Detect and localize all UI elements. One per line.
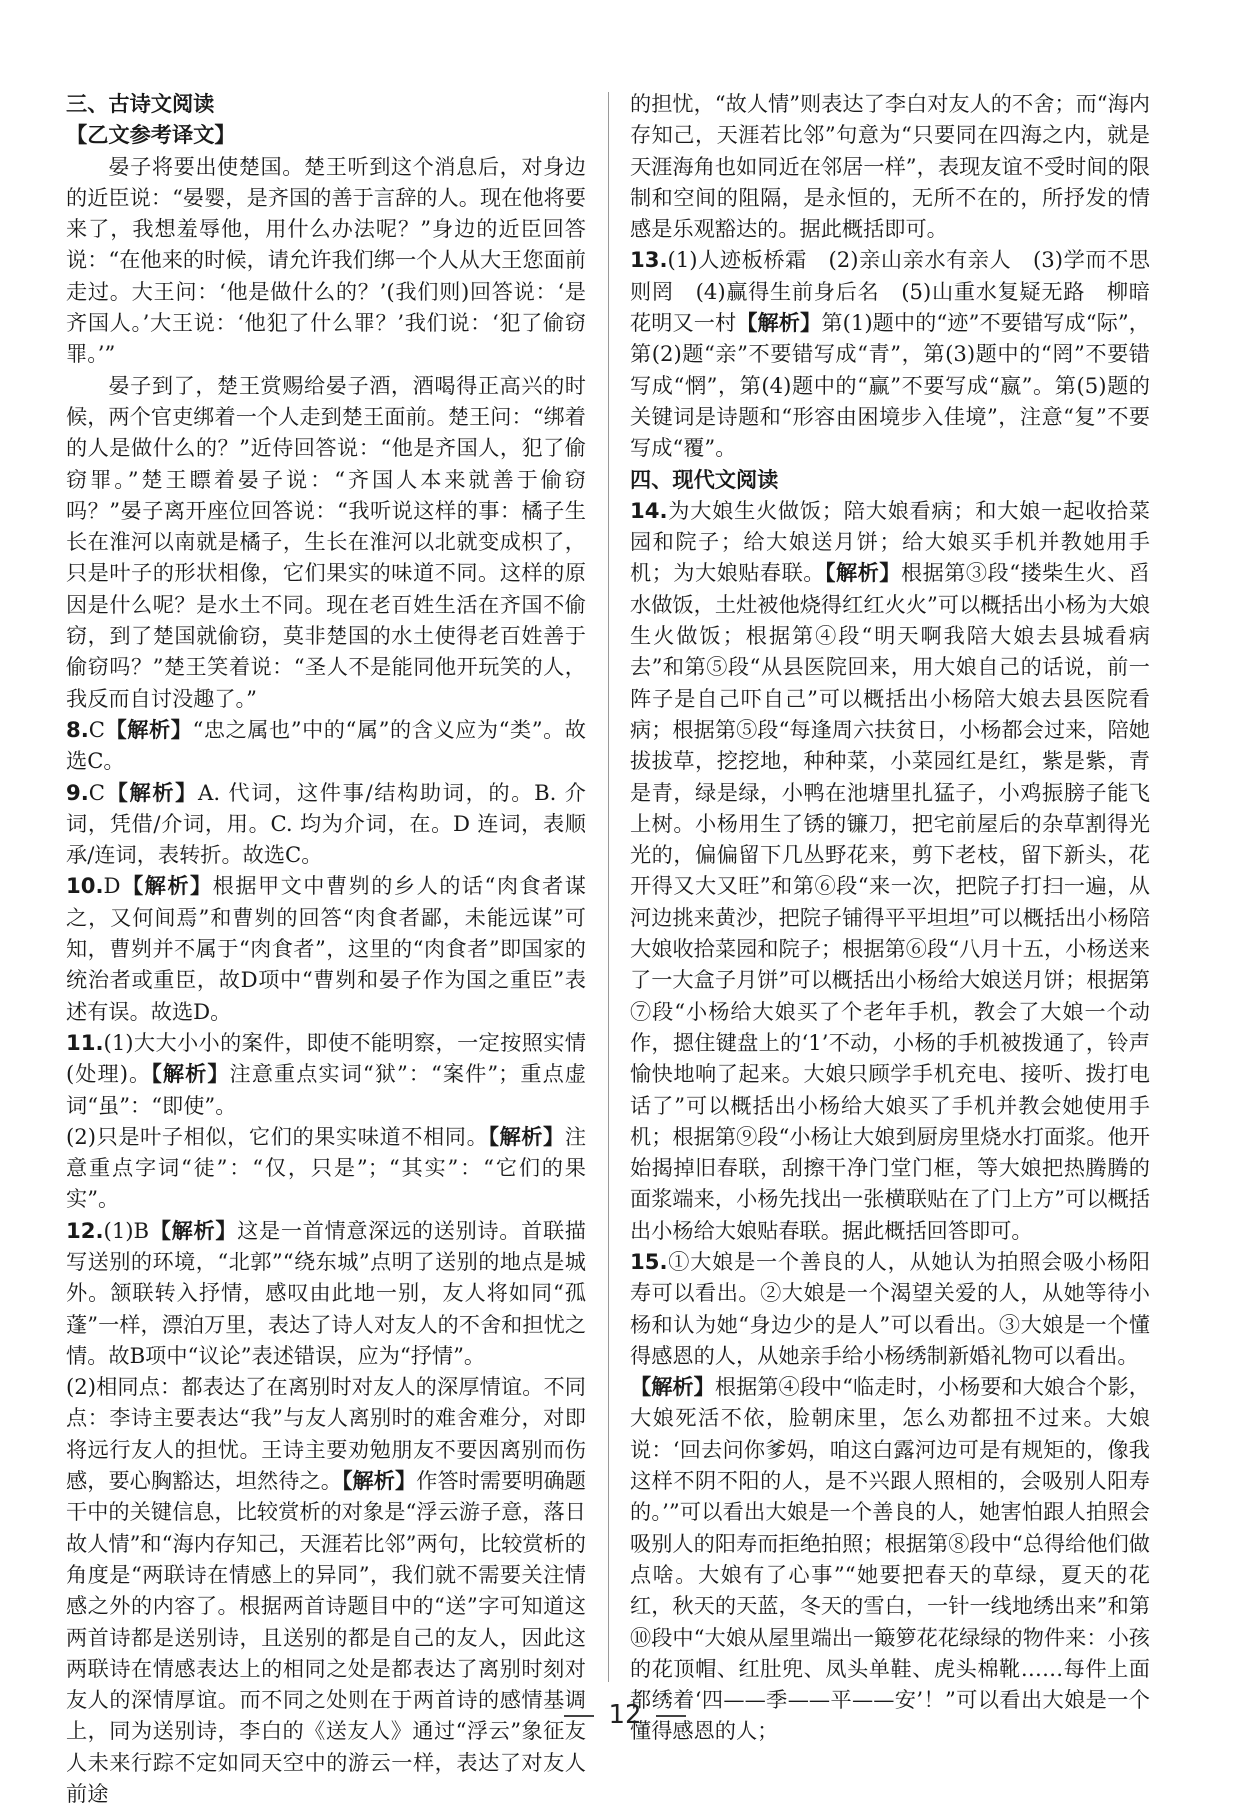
section-heading-classical: 三、古诗文阅读 [66, 91, 215, 116]
q12-analysis-continued: 的担忧，“故人情”则表达了李白对友人的不舍；而“海内存知己，天涯若比邻”句意为“只要同在四海之内，就是天涯海角也如同近在邻居一样”，表现友谊不受时间的限制和空间的阻隔，是永恒的，无所不在的，所抒发的情感是乐观豁达的。据此概括即可。 [630, 91, 1150, 242]
q11-answer-2: (2)只是叶子相似，它们的果实味道不相同。 [66, 1123, 489, 1149]
translation-paragraph-1: 晏子将要出使楚国。楚王听到这个消息后，对身边的近臣说：“晏婴，是齐国的善于言辞的人。现在他将要来了，我想羞辱他，用什么办法呢？”身边的近臣回答说：“在他来的时候，请允许我们绑一个人从大王您面前走过。大王问：‘他是做什么的？’(我们则)回答说：‘是齐国人。’大王说：‘他犯了什么罪？’我们说：‘犯了偷窃罪。’” [66, 153, 586, 367]
answer-q11-part2 [66, 1121, 586, 1215]
q8-analysis: “忠之属也”中的“属”的含义应为“类”。故选C。 [66, 716, 586, 774]
q13-answer: (1)人迹板桥霜 (2)亲山亲水有亲人 (3)学而不思则罔 (4)赢得生前身后名 (5)山重水复疑无路 柳暗花明又一村 [630, 247, 1150, 336]
q12-answer-1: (1)B [103, 1217, 150, 1243]
q10-analysis-tag: 【解析】 [120, 873, 213, 899]
q15-analysis-tag: 【解析】 [630, 1374, 715, 1400]
q15-number: 15. [630, 1248, 668, 1274]
right-column [630, 88, 1150, 1747]
q12-analysis-1: 这是一首情意深远的送别诗。首联描写送别的环境，“北郭”“绕东城”点明了送别的地点是城外。颔联转入抒情，感叹由此地一别，友人将如同“孤蓬”一样，漂泊万里，表达了诗人对友人的不舍和担忧之情。故B项中“议论”表述错误，应为“抒情”。 [66, 1217, 586, 1368]
q14-analysis-tag: 【解析】 [824, 560, 901, 586]
answer-q9 [66, 777, 586, 871]
q9-answer: C [88, 779, 106, 805]
column-divider [608, 92, 609, 1682]
q12-number: 12. [66, 1217, 104, 1243]
q10-answer: D [103, 873, 121, 899]
page-number: 12 [608, 1700, 642, 1730]
q8-answer: C [88, 716, 106, 742]
q14-analysis: 根据第③段“搂柴生火、舀水做饭，土灶被他烧得红红火火”可以概括出小杨为大娘生火做饭；根据第④段“明天啊我陪大娘去县城看病去”和第⑤段“从县医院回来，用大娘自己的话说，前一阵子是自己吓自己”可以概括出小杨陪大娘去县医院看病；根据第⑤段“每逢周六扶贫日，小杨都会过来，陪她拔拔草，挖挖地，种种菜，小菜园红是红，紫是紫，青是青，绿是绿，小鸭在池塘里扎猛子，小鸡振膀子能飞上树。小杨用生了锈的镰刀，把宅前屋后的杂草割得光光的，偏偏留下几丛野花来，剪下老枝，留下新头，花开得又大又旺”和第⑥段“来一次，把院子打扫一遍，从河边挑来黄沙，把院子铺得平平坦坦”可以概括出小杨陪大娘收拾菜园和院子；根据第⑥段“八月十五，小杨送来了一大盒子月饼”可以概括出小杨给大娘送月饼；根据第⑦段“小杨给大娘买了个老年手机，教会了大娘一个动作，摁住键盘上的‘1’不动，小杨的手机被拨通了，铃声愉快地响了起来。大娘只顾学手机充电、接听、拨打电话了”可以概括出小杨给大娘买了手机并教会她使用手机；根据第⑨段“小杨让大娘到厨房里烧水打面浆。他开始揭掉旧春联，刮擦干净门堂门框，等大娘把热腾腾的面浆端来，小杨先找出一张横联贴在了门上方”可以概括出小杨给大娘贴春联。据此概括回答即可。 [630, 560, 1150, 1243]
q10-analysis: 根据甲文中曹刿的乡人的话“肉食者谋之，又何间焉”和曹刿的回答“肉食者鄙，未能远谋”可知，曹刿并不属于“肉食者”，这里的“肉食者”即国家的统治者或重臣，故D项中“曹刿和晏子作为国之重臣”表述有误。故选D。 [66, 873, 586, 1024]
q12-analysis-tag-1: 【解析】 [149, 1217, 238, 1243]
q15-analysis: 根据第④段中“临走时，小杨要和大娘合个影，大娘死活不依，脸朝床里，怎么劝都扭不过来。大娘说：‘回去问你爹妈，咱这白露河边可是有规矩的，像我这样不阴不阳的人，是不兴跟人照相的，会吸别人阳寿的。’”可以看出大娘是一个善良的人，她害怕跟人拍照会吸别人的阳寿而拒绝拍照；根据第⑧段中“总得给他们做点啥。大娘有了心事”“她要把春天的草绿，夏天的花红，秋天的天蓝，冬天的雪白，一针一线地绣出来”和第⑩段中“大娘从屋里端出一簸箩花花绿绿的物件来：小孩的花顶帽、红肚兜、凤头单鞋、虎头棉靴……每件上面都绣着‘四——季——平——安’！”可以看出大娘是一个懂得感恩的人； [630, 1374, 1150, 1744]
q11-analysis-1: 注意重点实词“狱”：“案件”；重点虚词“虽”：“即使”。 [66, 1061, 586, 1118]
answer-q15 [630, 1246, 1150, 1371]
translation-paragraph-2: 晏子到了，楚王赏赐给晏子酒，酒喝得正高兴的时候，两个官吏绑着一个人走到楚王面前。楚王问：“绑着的人是做什么的？”近侍回答说：“他是齐国人，犯了偷窃罪。”楚王瞟着晏子说：“齐国人本来就善于偷窃吗？”晏子离开座位回答说：“我听说这样的事：橘子生长在淮河以南就是橘子，生长在淮河以北就变成枳了，只是叶子的形状相像，它们果实的味道不同。这样的原因是什么呢？是水土不同。现在老百姓生活在齐国不偷窃，到了楚国就偷窃，莫非楚国的水土使得老百姓善于偷窃吗？”楚王笑着说：“圣人不是能同他开玩笑的人，我反而自讨没趣了。” [66, 372, 586, 711]
q15-answer: ①大娘是一个善良的人，从她认为拍照会吸小杨阳寿可以看出。②大娘是一个渴望关爱的人，从她等待小杨和认为她“身边少的是人”可以看出。③大娘是一个懂得感恩的人，从她亲手给小杨绣制新婚礼物可以看出。 [630, 1248, 1150, 1368]
q12-analysis-2: 作答时需要明确题干中的关键信息，比较赏析的对象是“浮云游子意，落日故人情”和“海内存知己，天涯若比邻”两句，比较赏析的角度是“两联诗在情感上的异同”，我们就不需要关注情感之外的内容了。根据两首诗题目中的“送”字可知道这两首诗都是送别诗，且送别的都是自己的友人，因此这两联诗在情感表达上的相同之处是都表达了离别时刻对友人的深情厚谊。而不同之处则在于两首诗的感情基调上，同为送别诗，李白的《送友人》通过“浮云”象征友人未来行踪不定如同天空中的游云一样，表达了对友人前途 [66, 1468, 586, 1807]
q9-analysis: A. 代词，这件事/结构助词，的。B. 介词，凭借/介词，用。C. 均为介词，在。D 连词，表顺承/连词，表转折。故选C。 [66, 779, 586, 868]
q14-answer: 为大娘生火做饭；陪大娘看病；和大娘一起收拾菜园和院子；给大娘送月饼；给大娘买手机并教她用手机；为大娘贴春联。 [630, 497, 1150, 586]
footer-dash-left [564, 1715, 594, 1717]
answer-q15-analysis [630, 1371, 1150, 1747]
q14-number: 14. [630, 497, 668, 523]
q12-analysis-tag-2: 【解析】 [341, 1468, 417, 1494]
q13-analysis-tag: 【解析】 [736, 310, 822, 336]
q11-analysis-2: 注意重点字词“徒”：“仅，只是”；“其实”：“它们的果实”。 [66, 1123, 587, 1212]
section-heading-modern: 四、现代文阅读 [630, 466, 779, 492]
q11-number: 11. [66, 1029, 104, 1055]
left-column [66, 88, 586, 1809]
answer-q12-part2 [66, 1371, 586, 1809]
q11-analysis-tag-2: 【解析】 [488, 1123, 565, 1149]
answer-q8 [66, 714, 586, 777]
q8-number: 8. [66, 716, 89, 742]
q11-analysis-tag-1: 【解析】 [151, 1061, 230, 1087]
answer-q11-part1 [66, 1027, 586, 1121]
q13-analysis: 第(1)题中的“迹”不要错写成“际”，第(2)题“亲”不要错写成“青”，第(3)题中的“罔”不要错写成“惘”，第(4)题中的“赢”不要写成“嬴”。第(5)题的关键词是诗题和“形容由困境步入佳境”，注意“复”不要写成“覆”。 [630, 310, 1150, 461]
footer-dash-right [656, 1715, 686, 1717]
q12-answer-2: (2)相同点：都表达了在离别时对友人的深厚情谊。不同点：李诗主要表达“我”与友人离别时的难舍难分，对即将远行友人的担忧。王诗主要劝勉朋友不要因离别而伤感，要心胸豁达，坦然待之。 [66, 1374, 586, 1494]
translation-subheading: 【乙文参考译文】 [66, 122, 236, 148]
q9-number: 9. [66, 779, 89, 805]
answer-q14 [630, 495, 1150, 1246]
page-footer [0, 1700, 1250, 1730]
q11-answer-1: (1)大大小小的案件，即使不能明察，一定按照实情(处理)。 [66, 1029, 586, 1087]
q8-analysis-tag: 【解析】 [105, 716, 193, 742]
answer-q10 [66, 870, 586, 1026]
answer-q13 [630, 244, 1150, 463]
answer-q12-part1 [66, 1215, 586, 1371]
q10-number: 10. [66, 873, 104, 899]
q13-number: 13. [630, 247, 668, 273]
q9-analysis-tag: 【解析】 [105, 779, 199, 805]
